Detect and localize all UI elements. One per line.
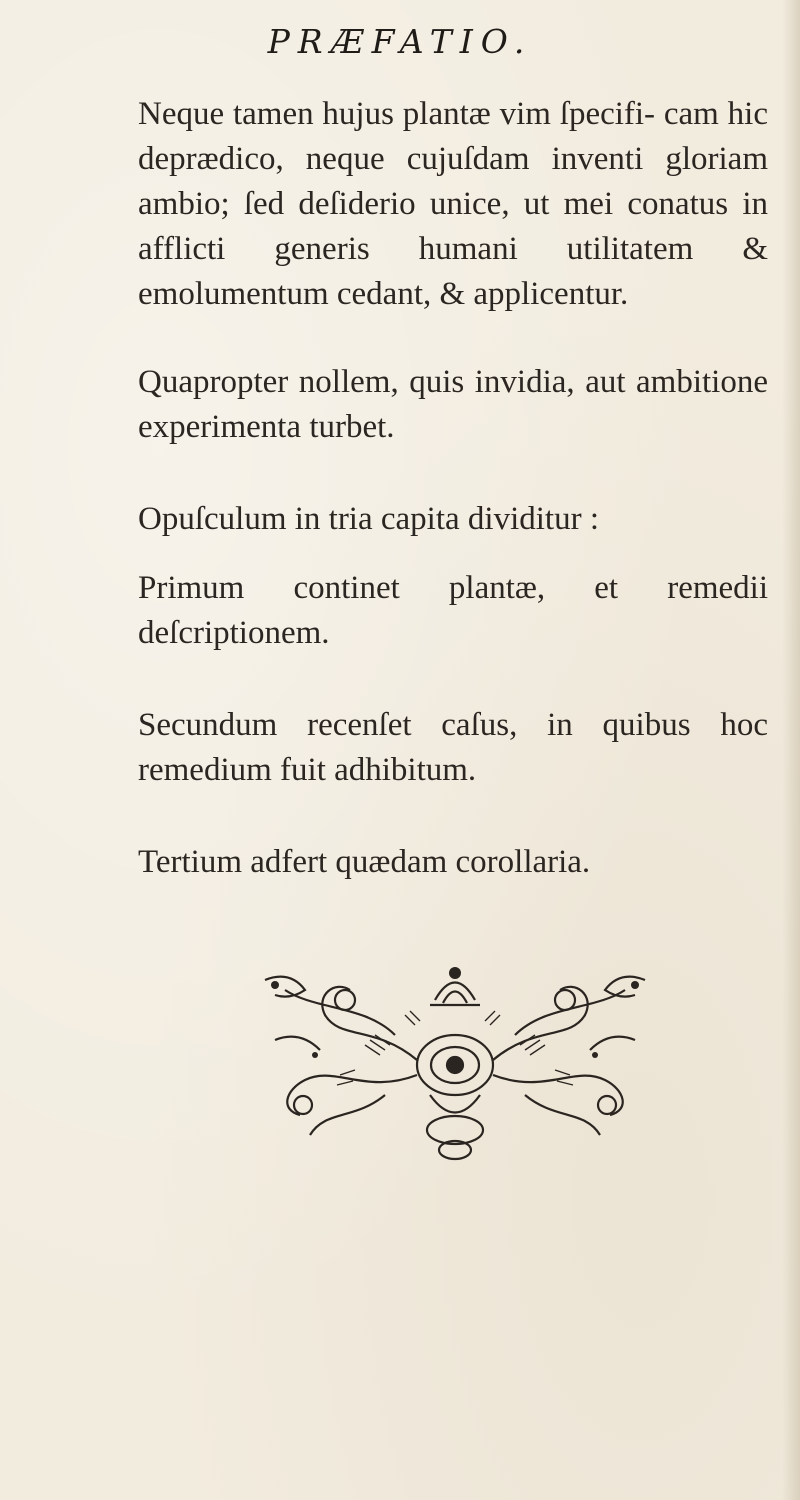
running-title: PRÆFATIO.	[267, 22, 533, 61]
paragraph-4: Primum continet plantæ, et remedii deſcriptionem.	[138, 570, 768, 651]
paragraph-1: Neque tamen hujus plantæ vim ſpecifi- cam hic deprædico, neque cujuſdam inventi gloriam ambio; ſed deſiderio unice, ut mei conatus in afflicti generis humani utilitatem & emolumentum cedant, & applicentur.	[138, 96, 768, 312]
paragraph-2: Quapropter nollem, quis invidia, aut ambitione experimenta turbet.	[138, 364, 768, 445]
paragraph-3: Opuſculum in tria capita dividitur :	[138, 501, 599, 537]
paragraph-5: Secundum recenſet caſus, in quibus hoc remedium fuit adhibitum.	[138, 707, 768, 788]
decorative-tailpiece-ornament	[245, 945, 665, 1165]
paragraph-6: Tertium adfert quædam corollaria.	[138, 844, 591, 880]
page-edge-shadow	[782, 0, 800, 1500]
